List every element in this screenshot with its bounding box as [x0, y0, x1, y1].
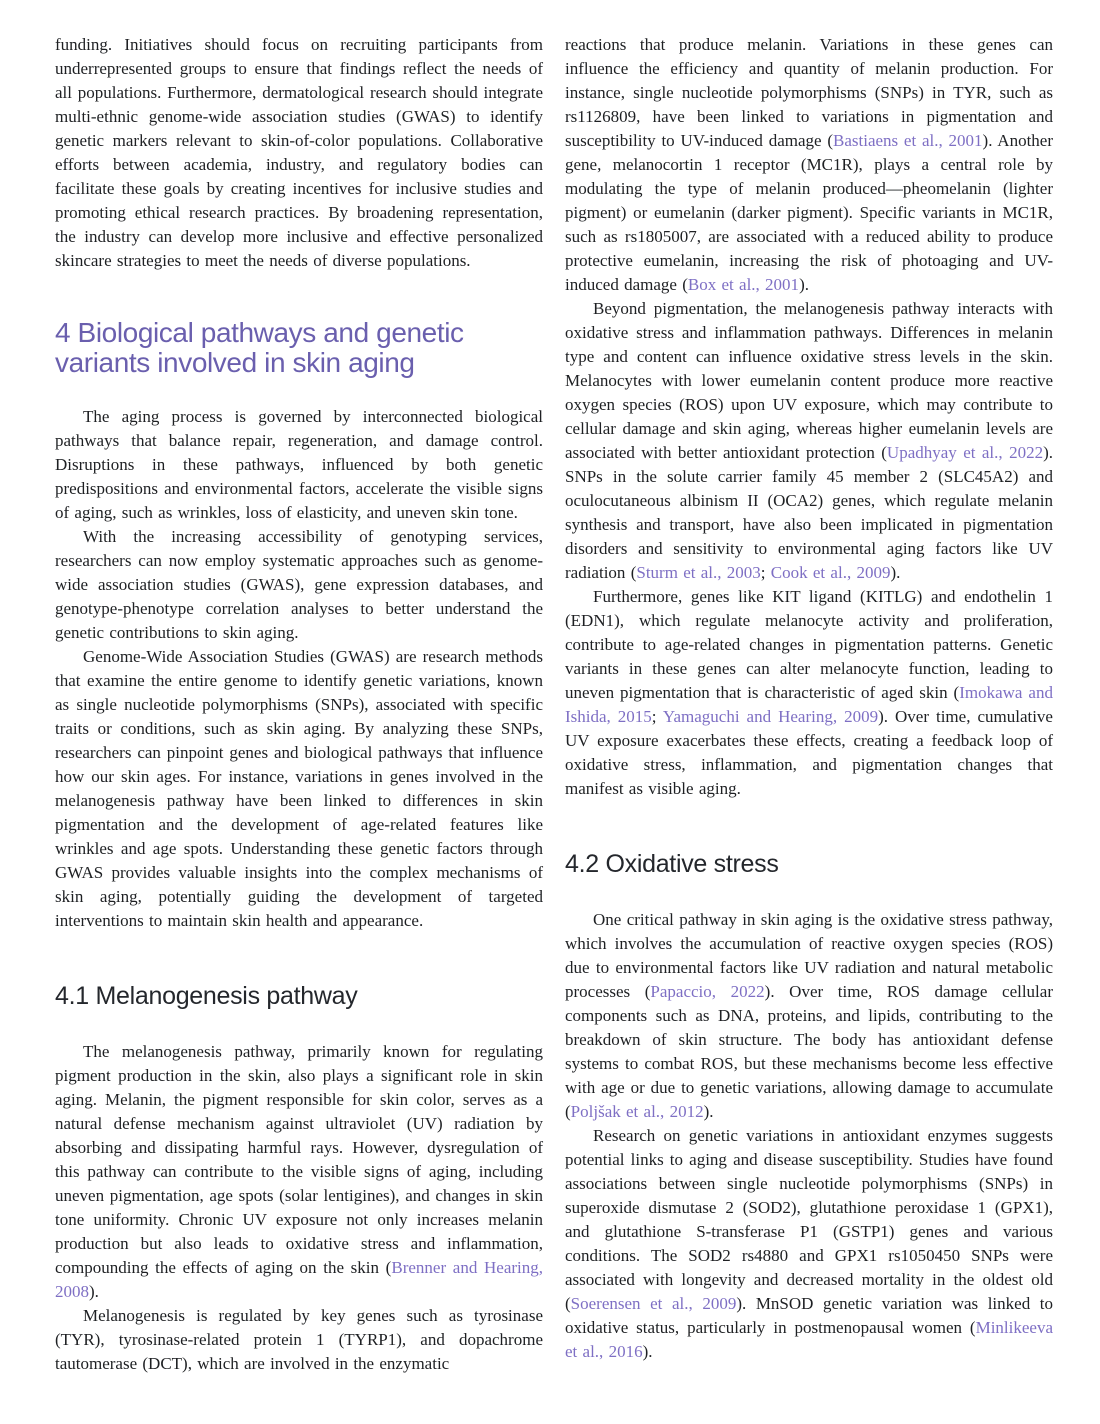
citation-link[interactable]: Imokawa and Ishida, 2015	[565, 683, 1053, 726]
citation-link[interactable]: Yamaguchi and Hearing, 2009	[662, 707, 879, 726]
citation-link[interactable]: Papaccio, 2022	[650, 982, 765, 1001]
paragraph-melanogenesis-intro: The melanogenesis pathway, primarily known for regulating pigment production in the skin, also plays a significant role in skin aging. Melanin, the pigment responsible for skin color, serves as a natural defense mechanism against ultraviolet (UV) radiation by absorbing and dissipating harmful rays. However, dysregulation of this pathway can contribute to the visible signs of aging, including uneven pigmentation, age spots (solar lentigines), and changes in skin tone uniformity. Chronic UV exposure not only increases melanin production but also leads to oxidative stress and inflammation, compounding the effects of aging on the skin (Brenner and Hearing, 2008).	[55, 1042, 544, 1301]
citation-link[interactable]: Minlikeeva et al., 2016	[565, 1318, 1053, 1361]
paragraph-oxidative-intro: One critical pathway in skin aging is the oxidative stress pathway, which involves the accumulation of reactive oxygen species (ROS) due to environmental factors like UV radiation and natural metabolic processes (Papaccio, 2022). Over time, ROS damage cellular components such as DNA, proteins, and lipids, contributing to the breakdown of skin structure. The body has antioxidant defense systems to combat ROS, but these mechanisms become less effective with age or due to genetic variations, allowing damage to accumulate (Poljšak et al., 2012).	[565, 910, 1053, 1121]
paragraph-reactions-continuation: reactions that produce melanin. Variations in these genes can influence the efficiency and quantity of melanin production. For instance, single nucleotide polymorphisms (SNPs) in TYR, such as rs1126809, have been linked to variations in pigmentation and susceptibility to UV-induced damage (Bastiaens et al., 2001). Another gene, melanocortin 1 receptor (MC1R), plays a central role by modulating the type of melanin produced—pheomelanin (lighter pigment) or eumelanin (darker pigment). Specific variants in MC1R, such as rs1805007, are associated with a reduced ability to produce protective eumelanin, increasing the risk of photoaging and UV-induced damage (Box et al., 2001).	[565, 35, 1054, 294]
citation-link[interactable]: Cook et al., 2009	[770, 563, 891, 582]
citation-link[interactable]: Sturm et al., 2003	[636, 563, 761, 582]
citation-link[interactable]: Poljšak et al., 2012	[570, 1102, 704, 1121]
two-column-layout	[55, 33, 1053, 1376]
section-4-heading: 4 Biological pathways and genetic variants involved in skin aging	[55, 317, 464, 378]
paragraph-beyond-pigmentation: Beyond pigmentation, the melanogenesis pathway interacts with oxidative stress and inflammation pathways. Differences in melanin type and content can influence oxidative stress levels in the skin. Melanocytes with lower eumelanin content produce more reactive oxygen species (ROS) upon UV exposure, which may contribute to cellular damage and skin aging, whereas higher eumelanin levels are associated with better antioxidant protection (Upadhyay et al., 2022). SNPs in the solute carrier family 45 member 2 (SLC45A2) and oculocutaneous albinism II (OCA2) genes, which regulate melanin synthesis and transport, have also been implicated in pigmentation disorders and sensitivity to environmental aging factors like UV radiation (Sturm et al., 2003; Cook et al., 2009).	[565, 299, 1053, 582]
left-column	[55, 33, 543, 1376]
paragraph-furthermore-kit: Furthermore, genes like KIT ligand (KITLG) and endothelin 1 (EDN1), which regulate melanocyte activity and proliferation, contribute to age-related changes in pigmentation patterns. Genetic variants in these genes can alter melanocyte function, leading to uneven pigmentation that is characteristic of aged skin (Imokawa and Ishida, 2015; Yamaguchi and Hearing, 2009). Over time, cumulative UV exposure exacerbates these effects, creating a feedback loop of oxidative stress, inflammation, and pigmentation changes that manifest as visible aging.	[565, 587, 1053, 798]
citation-link[interactable]: Upadhyay et al., 2022	[886, 443, 1044, 462]
paragraph-gwas: Genome-Wide Association Studies (GWAS) are research methods that examine the entire genome to identify genetic variations, known as single nucleotide polymorphisms (SNPs), associated with specific traits or conditions, such as skin aging. By analyzing these SNPs, researchers can pinpoint genes and biological pathways that influence how our skin ages. For instance, variations in genes involved in the melanogenesis pathway have been linked to differences in skin pigmentation and the development of age-related features like wrinkles and age spots. Understanding these genetic factors through GWAS provides valuable insights into the complex mechanisms of skin aging, potentially guiding the development of targeted interventions to maintain skin health and appearance.	[55, 647, 543, 930]
paragraph-melanogenesis-genes: Melanogenesis is regulated by key genes such as tyrosinase (TYR), tyrosinase-related protein 1 (TYRP1), and dopachrome tautomerase (DCT), which are involved in the enzymatic	[55, 1306, 543, 1373]
paragraph-funding-continuation: funding. Initiatives should focus on recruiting participants from underrepresented groups to ensure that findings reflect the needs of all populations. Furthermore, dermatological research should integrate multi-ethnic genome-wide association studies (GWAS) to identify genetic markers relevant to skin-of-color populations. Collaborative efforts between academia, industry, and regulatory bodies can facilitate these goals by creating incentives for inclusive studies and promoting ethical research practices. By broadening representation, the industry can develop more inclusive and effective personalized skincare strategies to meet the needs of diverse populations.	[55, 35, 543, 270]
paragraph-aging-process: The aging process is governed by interconnected biological pathways that balance repair, regeneration, and damage control. Disruptions in these pathways, influenced by both genetic predispositions and environmental factors, accelerate the visible signs of aging, such as wrinkles, loss of elasticity, and uneven skin tone.	[55, 407, 543, 522]
citation-link[interactable]: Brenner and Hearing, 2008	[55, 1258, 544, 1301]
section-4-1-heading: 4.1 Melanogenesis pathway	[55, 982, 358, 1010]
paragraph-genotyping: With the increasing accessibility of genotyping services, researchers can now employ systematic approaches such as genome-wide association studies (GWAS), gene expression databases, and genotype-phenotype correlation analyses to better understand the genetic contributions to skin aging.	[55, 527, 543, 642]
citation-link[interactable]: Box et al., 2001	[687, 275, 800, 294]
paragraph-research-antioxidant: Research on genetic variations in antioxidant enzymes suggests potential links to aging and disease susceptibility. Studies have found associations between single nucleotide polymorphisms (SNPs) in superoxide dismutase 2 (SOD2), glutathione peroxidase 1 (GPX1), and glutathione S-transferase P1 (GSTP1) genes and various conditions. The SOD2 rs4880 and GPX1 rs1050450 SNPs were associated with longevity and decreased mortality in the oldest old (Soerensen et al., 2009). MnSOD genetic variation was linked to oxidative status, particularly in postmenopausal women (Minlikeeva et al., 2016).	[565, 1126, 1054, 1361]
right-column	[565, 33, 1053, 1376]
section-4-2-heading: 4.2 Oxidative stress	[565, 850, 779, 878]
citation-link[interactable]: Bastiaens et al., 2001	[833, 131, 983, 150]
citation-link[interactable]: Soerensen et al., 2009	[570, 1294, 737, 1313]
